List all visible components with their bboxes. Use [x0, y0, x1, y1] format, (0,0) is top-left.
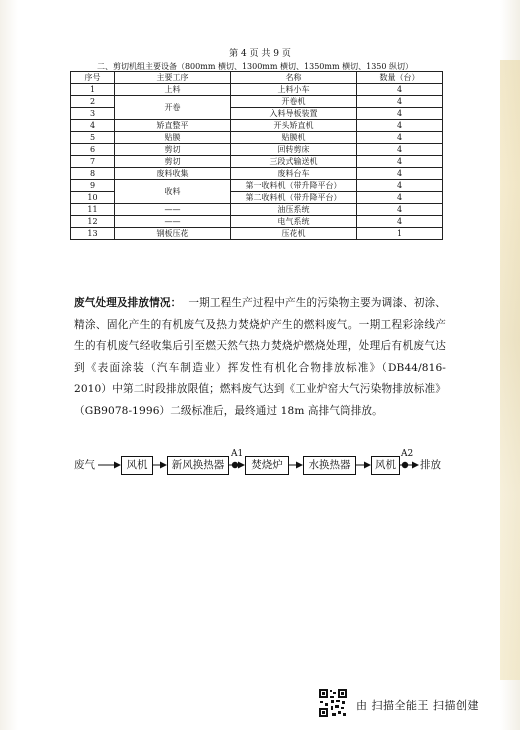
- cell-quantity: 4: [357, 120, 443, 132]
- flow-node-incinerator: 焚烧炉: [245, 456, 289, 475]
- cell-index: 1: [71, 84, 115, 96]
- cell-name: 回转剪床: [231, 144, 357, 156]
- cell-index: 3: [71, 108, 115, 120]
- cell-quantity: 4: [357, 204, 443, 216]
- point-label-a1: A1: [231, 449, 244, 459]
- flow-node-water-heat-exchanger: 水换热器: [303, 456, 356, 475]
- section-heading: 废气处理及排放情况：: [74, 297, 182, 309]
- qr-code-icon: [318, 688, 348, 718]
- cell-name: 第二收料机（带升降平台）: [231, 192, 357, 204]
- header-cell-quantity: 数量（台）: [357, 72, 443, 84]
- cell-process: 收料: [115, 180, 231, 204]
- table-title: 二、剪切机组主要设备（800mm 横切、1300mm 横切、1350mm 横切、1350 纵切）: [96, 62, 414, 71]
- header-cell-name: 名称: [231, 72, 357, 84]
- flow-node-fan-1: 风机: [121, 456, 153, 475]
- cell-index: 9: [71, 180, 115, 192]
- cell-quantity: 4: [357, 180, 443, 192]
- cell-name: 油压系统: [231, 204, 357, 216]
- cell-index: 7: [71, 156, 115, 168]
- cell-process: 废料收集: [115, 168, 231, 180]
- cell-name: 第一收料机（带升降平台）: [231, 180, 357, 192]
- flow-start-label: 废气: [74, 459, 95, 471]
- scanner-watermark: [318, 688, 508, 720]
- header-cell-process: 主要工序: [115, 72, 231, 84]
- cell-name: 入料导板装置: [231, 108, 357, 120]
- cell-quantity: 4: [357, 168, 443, 180]
- cell-name: 上料小车: [231, 84, 357, 96]
- header-cell-index: 序号: [71, 72, 115, 84]
- sampling-point-a1: [232, 462, 238, 468]
- cell-process: 开卷: [115, 96, 231, 120]
- cell-quantity: 4: [357, 156, 443, 168]
- cell-quantity: 4: [357, 144, 443, 156]
- cell-name: 三段式输送机: [231, 156, 357, 168]
- cell-name: 开卷机: [231, 96, 357, 108]
- cell-index: 5: [71, 132, 115, 144]
- cell-quantity: 4: [357, 108, 443, 120]
- cell-quantity: 4: [357, 84, 443, 96]
- cell-name: 开头矫直机: [231, 120, 357, 132]
- cell-quantity: 4: [357, 192, 443, 204]
- cell-process: 剪切: [115, 156, 231, 168]
- cell-name: 电气系统: [231, 216, 357, 228]
- flow-node-fresh-air-heat-exchanger: 新风换热器: [167, 456, 229, 475]
- cell-quantity: 4: [357, 132, 443, 144]
- sampling-point-a2: [402, 462, 408, 468]
- cell-process: 上料: [115, 84, 231, 96]
- cell-name: 压花机: [231, 228, 357, 240]
- cell-process: 矫直整平: [115, 120, 231, 132]
- cell-process: ——: [115, 216, 231, 228]
- cell-index: 10: [71, 192, 115, 204]
- cell-index: 8: [71, 168, 115, 180]
- flow-end-label: 排放: [420, 459, 441, 471]
- flow-node-fan-2: 风机: [371, 456, 400, 475]
- cell-index: 12: [71, 216, 115, 228]
- cell-name: 贴膜机: [231, 132, 357, 144]
- point-label-a2: A2: [401, 449, 414, 459]
- page-number: 第 4 页 共 9 页: [229, 49, 291, 59]
- cell-index: 4: [71, 120, 115, 132]
- cell-process: 贴膜: [115, 132, 231, 144]
- section-body: 一期工程生产过程中产生的污染物主要为调漆、初涂、精涂、固化产生的有机废气及热力焚烧炉产生的燃料废气。一期工程彩涂线产生的有机废气经收集后引至燃天然气热力焚烧炉燃烧处理，处理后有机废气达到《表面涂装（汽车制造业）挥发性有机化合物排放标准》（DB44/816-2010）中第二时段排放限值；燃料废气达到《工业炉窑大气污染物排放标准》（GB9078-1996）二级标准后，最终通过 18m 高排气筒排放。: [74, 297, 447, 417]
- cell-quantity: 4: [357, 216, 443, 228]
- cell-quantity: 1: [357, 228, 443, 240]
- cell-name: 废料台车: [231, 168, 357, 180]
- cell-index: 6: [71, 144, 115, 156]
- cell-index: 11: [71, 204, 115, 216]
- cell-index: 2: [71, 96, 115, 108]
- scanner-watermark-text: 由 扫描全能王 扫描创建: [356, 699, 479, 712]
- cell-process: 剪切: [115, 144, 231, 156]
- cell-quantity: 4: [357, 96, 443, 108]
- cell-index: 13: [71, 228, 115, 240]
- cell-process: ——: [115, 204, 231, 216]
- cell-process: 钢板压花: [115, 228, 231, 240]
